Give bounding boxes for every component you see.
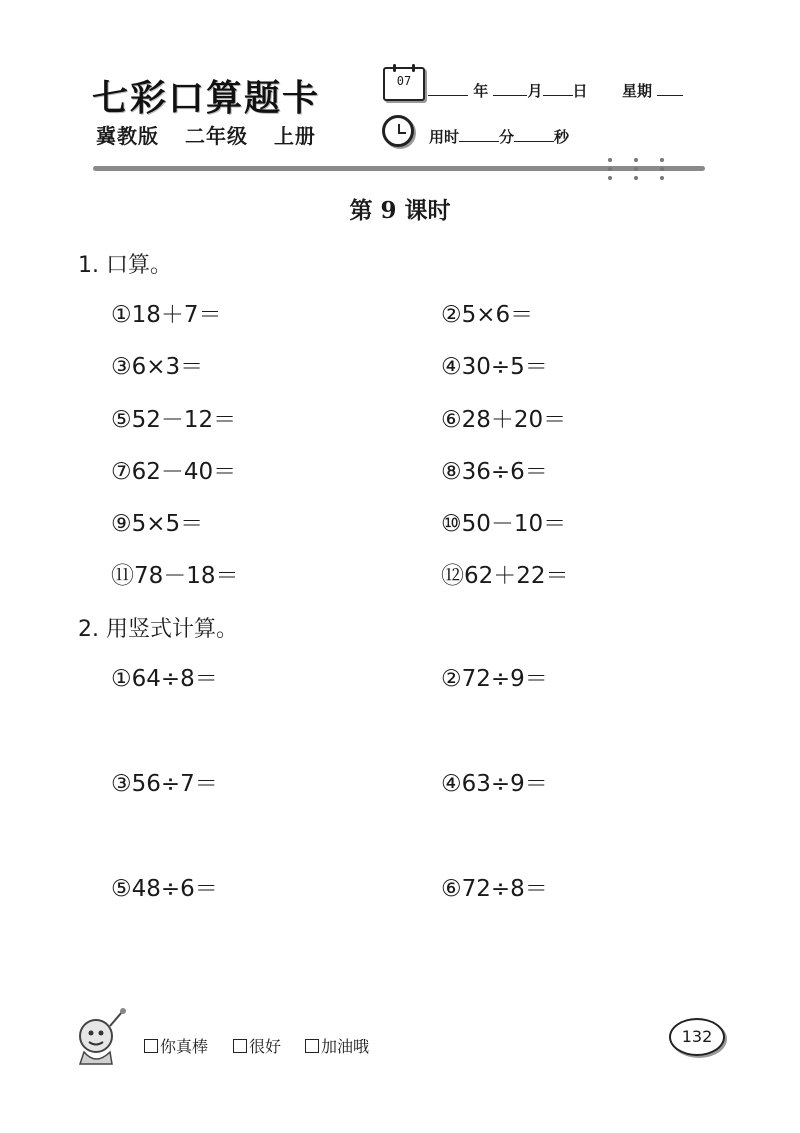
binder-pin [608,158,612,180]
section-title: 2. 用竖式计算。 [78,617,238,642]
rating-option-great[interactable] [144,1034,208,1057]
rating-label: 你真棒 [160,1037,209,1056]
binder-pin [660,158,664,180]
problem: ⑩50－10＝ [441,511,567,537]
day-blank[interactable] [543,81,573,96]
time-used-label: 用时 [429,128,460,146]
problem: ⑪78－18＝ [111,563,239,589]
problem: ④30÷5＝ [441,354,548,380]
edition-publisher: 冀教版 [96,124,159,148]
month-label: 月 [527,82,543,100]
problem: ⑤48÷6＝ [111,876,218,902]
second-blank[interactable] [514,127,554,142]
minute-blank[interactable] [459,127,499,142]
problem: ⑤52－12＝ [111,407,237,433]
day-label: 日 [572,82,588,100]
problem: ③6×3＝ [111,354,204,380]
problem: ⑫62＋22＝ [441,563,569,589]
month-blank[interactable] [493,81,527,96]
edition-grade: 二年级 [184,124,248,148]
problem: ②5×6＝ [441,302,534,328]
problem: ①18＋7＝ [111,302,222,328]
weekday-label: 星期 [621,82,652,100]
year-label: 年 [473,82,489,100]
brand-title: 七彩口算题卡 [92,77,321,119]
rating-label: 很好 [249,1037,282,1056]
problem: ②72÷9＝ [441,666,548,692]
problem: ⑦62－40＝ [111,459,237,485]
calendar-icon [383,67,425,101]
problem: ⑥28＋20＝ [441,407,567,433]
edition-info [96,120,334,149]
calendar-number: 07 [396,74,412,88]
rating-option-good[interactable] [233,1034,281,1057]
problem: ⑥72÷8＝ [441,876,548,902]
section-title: 1. 口算。 [78,253,172,278]
date-line [428,80,683,101]
page-number: 132 [669,1018,725,1056]
problem: ①64÷8＝ [111,666,218,692]
rating-checkbox[interactable] [305,1039,319,1053]
header-divider [93,166,705,171]
binder-pin [634,158,638,180]
problem: ④63÷9＝ [441,771,548,797]
problem: ③56÷7＝ [111,771,218,797]
clock-icon [382,115,414,147]
minute-label: 分 [499,128,515,146]
edition-volume: 上册 [273,124,316,148]
time-line [429,126,569,147]
rating-checkbox[interactable] [233,1039,247,1053]
problem: ⑧36÷6＝ [441,459,548,485]
second-label: 秒 [554,128,570,146]
rating-checkbox[interactable] [144,1039,158,1053]
problem: ⑨5×5＝ [111,511,204,537]
rating-label: 加油哦 [321,1037,370,1056]
lesson-title: 第 9 课时 [349,197,451,224]
mascot-icon [70,1006,132,1068]
year-blank[interactable] [428,81,468,96]
rating-option-keep-going[interactable] [305,1034,369,1057]
weekday-blank[interactable] [657,81,683,96]
